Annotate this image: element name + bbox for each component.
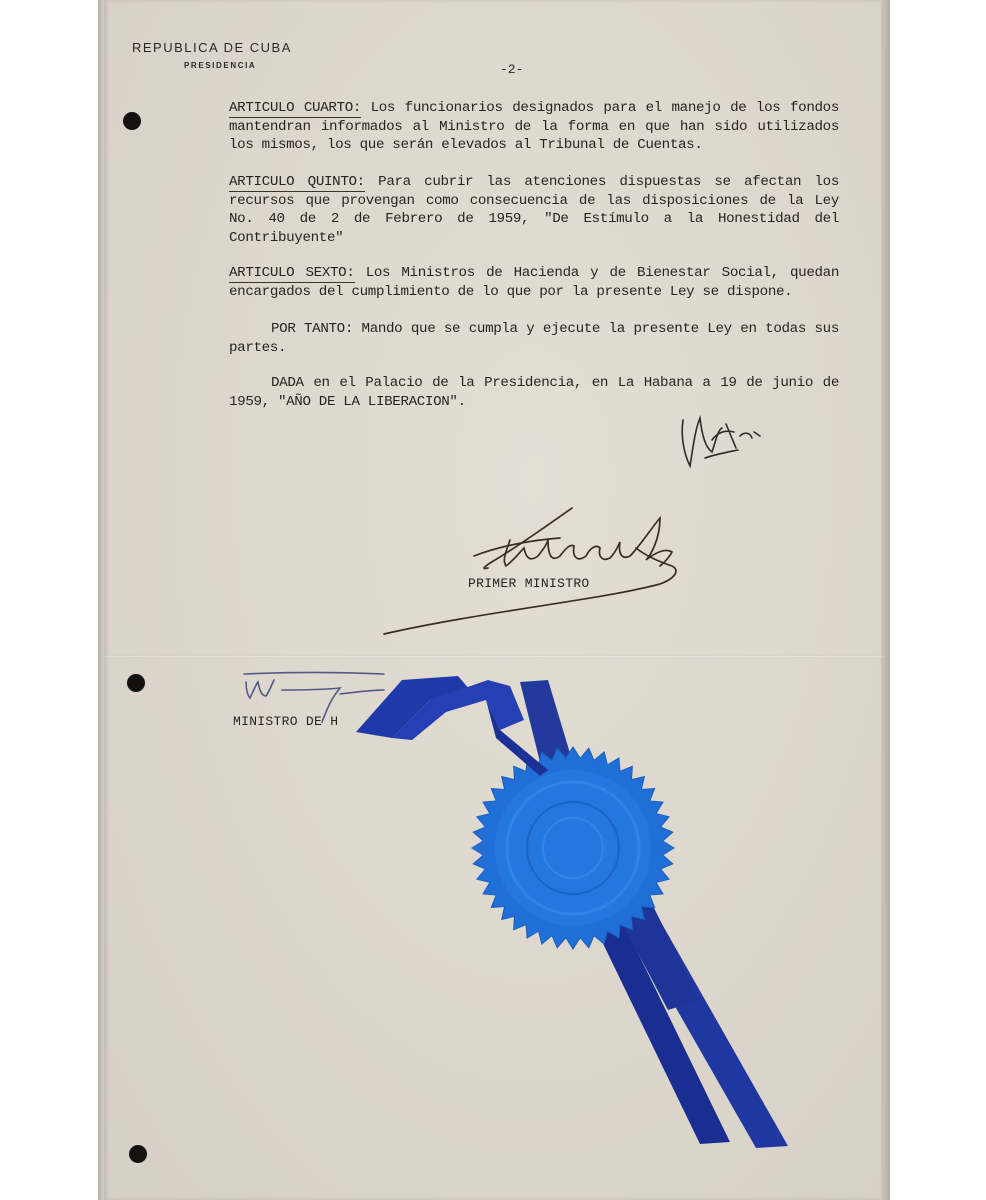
article-text: Los Ministros de Hacienda y de Bienestar Social, quedan encargados del cumplimiento de lo que por la presente Ley se dispone. — [229, 265, 839, 300]
primer-ministro-label: PRIMER MINISTRO — [468, 576, 590, 591]
initial-signature — [682, 418, 760, 466]
article-heading: ARTICULO CUARTO: — [229, 100, 362, 116]
article-text: Los funcionarios designados para el manejo de los fondos mantendran informados al Ministro de la forma en que han sido utilizados los mismos, los que serán elevados al Tribunal de Cuentas. — [229, 100, 839, 153]
letterhead-title: REPUBLICA DE CUBA — [132, 40, 292, 55]
article-heading: ARTICULO SEXTO: — [229, 265, 355, 281]
article-text: Para cubrir las atenciones dispuestas se afectan los recursos que provengan como consecuencia de las disposiciones de la Ley No. 40 de 2 de Febrero de 1959, "De Estímulo a la Honestidad del Contribuyente" — [229, 174, 839, 246]
blue-seal — [472, 747, 674, 949]
ministro-label: MINISTRO DE H — [233, 714, 339, 729]
por-tanto-text: POR TANTO: Mando que se cumpla y ejecute la presente Ley en todas sus partes. — [229, 321, 839, 356]
ribbon-loop — [356, 676, 548, 776]
prime-minister-signature — [384, 508, 676, 634]
article-heading: ARTICULO QUINTO: — [229, 174, 365, 190]
page-number: -2- — [500, 62, 524, 77]
letterhead-subtitle: PRESIDENCIA — [184, 61, 257, 70]
minister-signature — [244, 673, 384, 723]
dada-text: DADA en el Palacio de la Presidencia, en La Habana a 19 de junio de 1959, "AÑO DE LA LIBERACION". — [229, 375, 839, 410]
